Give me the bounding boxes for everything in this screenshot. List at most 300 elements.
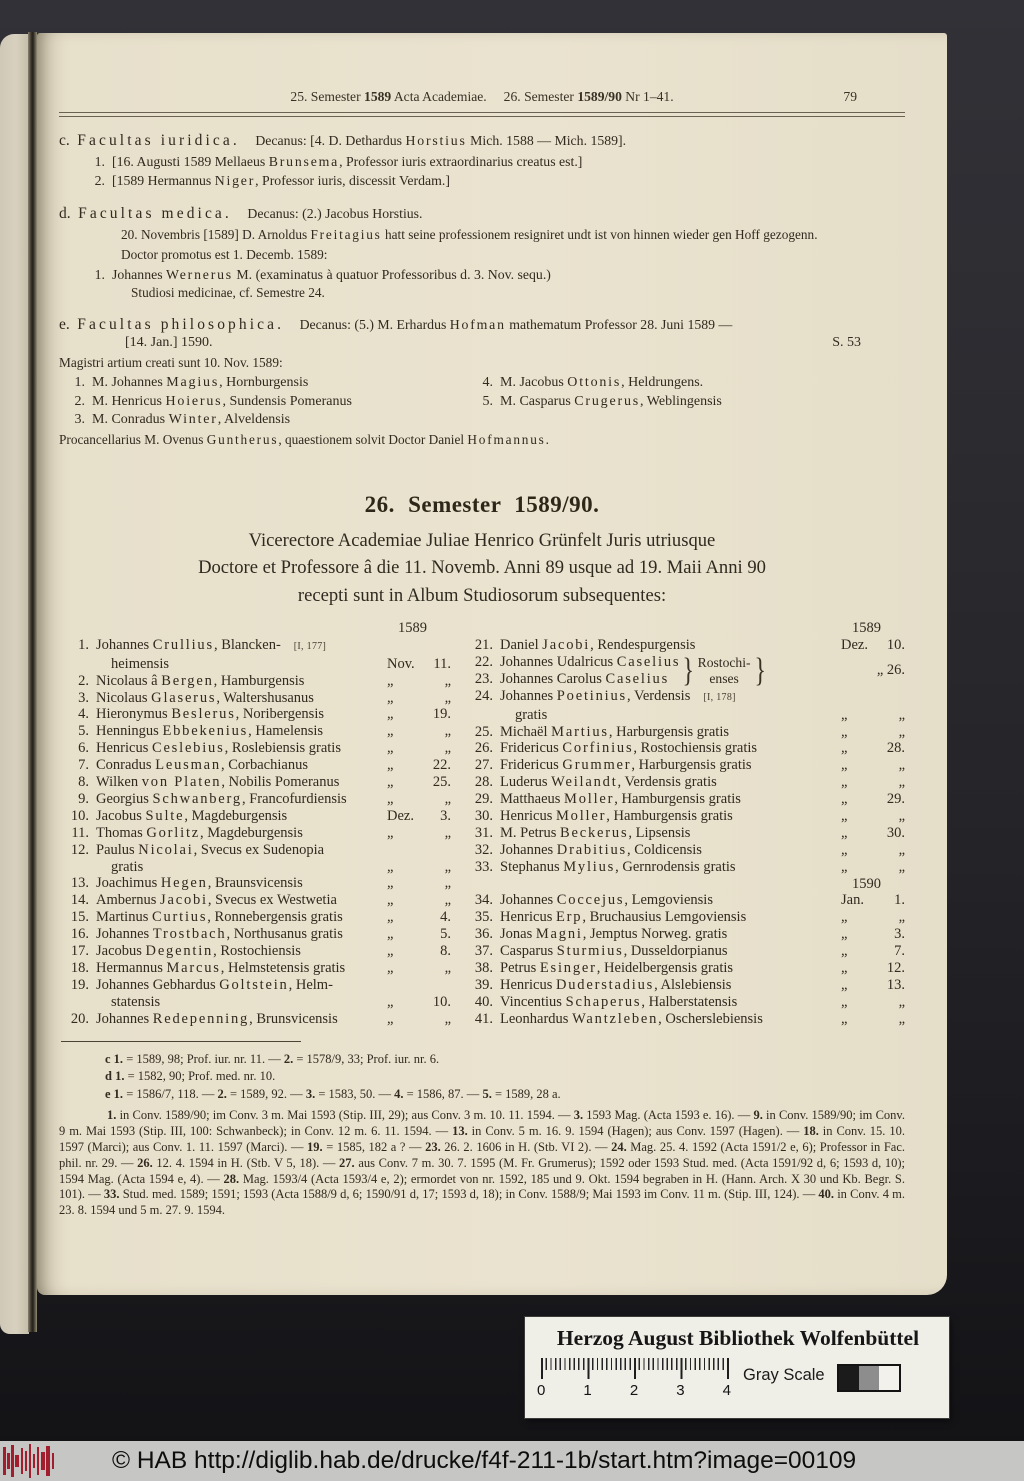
row-number: 40. bbox=[474, 993, 493, 1010]
row-name: gratis bbox=[515, 706, 548, 723]
name-surname: Hegen bbox=[160, 875, 208, 892]
roster-row bbox=[59, 411, 467, 430]
row-number: 15. bbox=[70, 909, 89, 926]
row-number: 26. bbox=[474, 740, 493, 757]
name-surname: Ebbekenius bbox=[162, 723, 249, 740]
roster-row bbox=[463, 740, 905, 757]
name-part: M. Jacobus bbox=[500, 375, 568, 390]
row-number: 5. bbox=[78, 723, 89, 740]
row-name bbox=[96, 774, 385, 791]
text-segment: 1593 Mag. (Acta 1593 e. 16). — bbox=[583, 1108, 754, 1123]
roster-row bbox=[59, 690, 451, 707]
year-label: 1590 bbox=[852, 875, 881, 892]
row-date-day: „ bbox=[898, 841, 905, 858]
roster-row bbox=[463, 943, 905, 960]
name-part: Leonhardus bbox=[500, 1010, 573, 1027]
name-surname: Ottonis bbox=[567, 375, 622, 390]
name-part: Johannes bbox=[500, 687, 557, 704]
section-label: d. bbox=[59, 205, 71, 222]
name-part: , Nobilis Pomeranus bbox=[221, 774, 340, 791]
text-segment: 23. bbox=[425, 1140, 441, 1154]
ruler-number: 0 bbox=[537, 1382, 546, 1399]
name-part: Fridericus bbox=[500, 740, 563, 757]
text-segment: Decanus: (5.) M. Erhardus bbox=[299, 317, 450, 332]
name-part: Jacobus bbox=[96, 943, 146, 960]
row-number: 24. bbox=[474, 687, 493, 704]
section-items bbox=[59, 266, 905, 285]
text-segment: 19. bbox=[307, 1140, 323, 1154]
name-part: Luderus bbox=[500, 774, 552, 791]
row-name bbox=[500, 926, 839, 943]
roster-right-column bbox=[463, 620, 905, 1027]
section-title: Facultas iuridica. bbox=[77, 132, 240, 149]
row-name bbox=[500, 994, 839, 1011]
row-name bbox=[92, 374, 467, 393]
roster-row bbox=[59, 791, 451, 808]
name-surname: Martius bbox=[551, 723, 609, 740]
row-date-day: 4. bbox=[440, 909, 451, 926]
name-part: , Rendespurgensis bbox=[590, 636, 696, 653]
name-part: Henningus bbox=[96, 723, 163, 740]
registration-stripe bbox=[46, 1446, 50, 1476]
row-date-day: 25. bbox=[432, 774, 451, 791]
text-segment: 40. bbox=[818, 1187, 835, 1202]
section-note bbox=[59, 227, 905, 244]
name-surname: Nicolai bbox=[138, 841, 194, 858]
row-number: 1. bbox=[94, 154, 105, 169]
ruler-numbers bbox=[537, 1382, 731, 1399]
name-surname: Winter bbox=[168, 412, 218, 428]
brace-label: Rostochi- bbox=[697, 655, 751, 671]
row-number bbox=[463, 707, 500, 724]
row-date-day: 11. bbox=[433, 655, 451, 672]
row-date-day: 8. bbox=[440, 943, 451, 960]
name-surname: Beckerus bbox=[560, 824, 629, 841]
row-date-day: „ bbox=[444, 740, 451, 757]
row-number: 12. bbox=[70, 841, 89, 858]
text-segment: 27. bbox=[339, 1155, 355, 1170]
row-name bbox=[500, 374, 905, 393]
row-name bbox=[96, 740, 385, 757]
name-surname: Esinger bbox=[539, 959, 597, 976]
row-name bbox=[500, 757, 839, 774]
name-part: , Brunsvicensis bbox=[249, 1010, 338, 1027]
row-number: 2. bbox=[78, 672, 89, 689]
roster-row bbox=[59, 892, 451, 909]
name-part: , Hamburgensis gratis bbox=[614, 791, 741, 808]
row-name bbox=[500, 842, 839, 859]
name-surname: Bergen bbox=[161, 672, 214, 689]
name-part: Hermannus bbox=[96, 960, 167, 976]
row-date-day: 12. bbox=[886, 959, 905, 976]
section-heading bbox=[59, 316, 905, 334]
name-part: , Verdensis bbox=[626, 687, 691, 704]
intro-line: Doctore et Professore â die 11. Novemb. Anni 89 usque ad 19. Maii Anni 90 bbox=[198, 557, 766, 579]
row-name bbox=[500, 825, 839, 842]
row-name bbox=[96, 637, 385, 656]
section-decanus bbox=[300, 317, 733, 332]
name-part: M. Conradus bbox=[92, 412, 169, 428]
name-part: , Helm- bbox=[288, 976, 333, 993]
row-date-month: „ bbox=[387, 740, 394, 757]
text-segment: Mag. 25. 4. 1592 (Acta 1591/2 e, 6); Professor in Fac. phil. nr. 29. — bbox=[59, 1140, 905, 1170]
row-name bbox=[500, 960, 839, 977]
text-segment: 1589/90 bbox=[577, 89, 622, 104]
name-surname: Moller bbox=[564, 791, 615, 808]
name-surname: Gorlitz bbox=[146, 824, 201, 841]
semester-heading: 26. Semester 1589/90. bbox=[364, 491, 600, 517]
row-date-month: „ bbox=[387, 858, 394, 875]
row-date-month: „ bbox=[841, 1010, 848, 1027]
name-part: Jonas bbox=[500, 925, 536, 942]
row-date-month bbox=[385, 842, 421, 859]
text-segment: Hofman bbox=[449, 317, 506, 332]
name-part: , Blancken- bbox=[213, 636, 281, 653]
text-segment: Guntherus bbox=[206, 431, 279, 447]
row-date-month: „ bbox=[841, 909, 848, 926]
row-date-month: „ bbox=[387, 993, 394, 1010]
text-segment: 2. bbox=[217, 1086, 227, 1101]
section-facultas-iuridica bbox=[59, 132, 905, 190]
section-heading bbox=[59, 205, 905, 223]
footnote-line-d bbox=[59, 1068, 905, 1086]
roster-row bbox=[59, 723, 451, 740]
brace-glyph: } bbox=[682, 651, 695, 689]
roster-row bbox=[463, 825, 905, 842]
row-number: 10. bbox=[70, 807, 89, 824]
source-url-text: © HAB http://diglib.hab.de/drucke/f4f-211-1b/start.htm?image=00109 bbox=[112, 1447, 857, 1474]
roster-row bbox=[59, 943, 451, 960]
name-part: Stephanus bbox=[500, 858, 564, 875]
section-title: Facultas philosophica. bbox=[77, 316, 285, 333]
text-segment: 26. bbox=[137, 1155, 153, 1170]
text-segment: Decanus: (2.) Jacobus Horstius. bbox=[247, 206, 423, 221]
row-number: 23. bbox=[474, 670, 493, 687]
row-date-day bbox=[421, 977, 451, 994]
name-surname: Weilandt bbox=[551, 774, 618, 791]
name-surname: Beslerus bbox=[171, 706, 236, 723]
roster-row bbox=[463, 724, 905, 741]
name-part: , Jemptus Norweg. gratis bbox=[582, 925, 728, 942]
roster-row bbox=[59, 977, 451, 994]
name-part: Wilken bbox=[96, 774, 142, 791]
row-date-day: „ bbox=[898, 858, 905, 875]
name-part: Daniel bbox=[500, 636, 543, 653]
text-segment: 2. bbox=[283, 1051, 294, 1066]
name-part: , Francofurdiensis bbox=[241, 790, 347, 807]
text-segment: mathematum Professor 28. Juni 1589 — bbox=[505, 317, 733, 332]
row-date-month: Dez. bbox=[387, 807, 414, 824]
row-date-day: 3. bbox=[440, 807, 451, 824]
row-number: 1. bbox=[94, 266, 105, 282]
text-segment: = 1586, 87. — bbox=[403, 1086, 483, 1101]
name-surname: Crullius bbox=[152, 636, 214, 653]
name-part: , Ronnebergensis gratis bbox=[207, 909, 343, 926]
text-segment: Hofmannus bbox=[467, 431, 546, 447]
name-part: , Alslebiensis bbox=[654, 976, 732, 993]
text-segment: Mich. 1588 — Mich. 1589]. bbox=[466, 133, 627, 148]
row-name bbox=[500, 791, 839, 808]
row-date-month: „ bbox=[841, 824, 848, 841]
row-date-month bbox=[839, 688, 875, 707]
row-date-month: „ bbox=[387, 875, 394, 892]
text-segment: 1589 bbox=[364, 89, 392, 104]
name-part: Hieronymus bbox=[96, 706, 172, 723]
roster-row bbox=[463, 960, 905, 977]
name-part: Conradus bbox=[96, 757, 156, 774]
name-surname: Sulte bbox=[145, 807, 185, 824]
roster-row bbox=[463, 842, 905, 859]
row-date-month: „ bbox=[841, 757, 848, 774]
row-date-month: „ bbox=[841, 942, 848, 959]
roster-row bbox=[463, 707, 905, 724]
name-part: Georgius bbox=[96, 790, 153, 807]
name-part: Henricus bbox=[500, 808, 556, 825]
row-date-month: „ bbox=[387, 926, 394, 943]
registration-stripe bbox=[29, 1444, 32, 1478]
row-number: 20. bbox=[70, 1010, 89, 1027]
name-part: Ambernus bbox=[96, 892, 161, 909]
row-date-day: „ bbox=[444, 858, 451, 875]
name-surname: Crugerus bbox=[574, 393, 641, 409]
name-surname: Sturmius bbox=[556, 942, 624, 959]
text-segment: 26. 2. 1606 in H. (Stb. VI 2). — bbox=[440, 1140, 612, 1154]
roster-row bbox=[463, 859, 905, 876]
row-name bbox=[112, 266, 905, 285]
roster-row bbox=[59, 153, 905, 172]
text-segment: [16. Augusti 1589 Mellaeus bbox=[112, 154, 269, 169]
roster-row bbox=[463, 926, 905, 943]
text-segment: in Conv. 1589/90; im Conv. 9 m. Mai 1593 (Stip. III, 100: Schwanbeck); in Conv. 12 m. 6. 11. 1594. — bbox=[59, 1108, 905, 1139]
row-date-month: „ bbox=[387, 960, 394, 976]
row-number bbox=[59, 656, 96, 673]
folio-reference: [I, 178] bbox=[703, 691, 736, 703]
name-surname: Corfinius bbox=[562, 740, 634, 757]
name-part: , Hamburgensis bbox=[213, 672, 305, 689]
row-number: 31. bbox=[474, 824, 493, 841]
roster-row bbox=[59, 1011, 451, 1028]
magistri-list bbox=[59, 374, 905, 430]
section-heading bbox=[59, 132, 905, 150]
name-part: Martinus bbox=[96, 909, 152, 926]
folio-reference: [I, 177] bbox=[293, 640, 327, 652]
row-date-day: „ bbox=[898, 774, 905, 791]
text-segment: Mag. 1593/4 (Acta 1593/4 e, 2); ermordet von nr. 1592, 185 und 9. Okt. 1594 begraben in H. (Hann. Arch. X 30 und Kb. Begr. S. 101). — bbox=[59, 1171, 905, 1202]
row-number: 18. bbox=[70, 960, 89, 976]
roster-row bbox=[59, 960, 451, 977]
name-part: Jacobus bbox=[96, 807, 146, 824]
row-number: 41. bbox=[474, 1010, 493, 1027]
row-number: 5. bbox=[482, 393, 493, 409]
roster-row bbox=[59, 656, 451, 673]
text-segment: = 1589, 28 a. bbox=[491, 1086, 561, 1101]
row-name bbox=[96, 825, 385, 842]
row-number: 4. bbox=[482, 375, 493, 390]
name-surname: Hoierus bbox=[165, 393, 223, 409]
name-part: Matthaeus bbox=[500, 791, 565, 808]
text-segment: Wernerus bbox=[166, 266, 233, 282]
name-part: Johannes Udalricus bbox=[500, 653, 617, 670]
row-date-day: 1. bbox=[894, 892, 905, 909]
row-date-month: „ bbox=[841, 993, 848, 1010]
section-label: e. bbox=[59, 316, 70, 333]
name-part: , Hornburgensis bbox=[219, 375, 309, 390]
row-name bbox=[112, 172, 905, 191]
row-name: gratis bbox=[111, 858, 144, 875]
row-number: 17. bbox=[70, 943, 89, 960]
roster-row bbox=[463, 808, 905, 825]
row-number: 36. bbox=[474, 925, 493, 942]
section-items bbox=[59, 153, 905, 190]
running-header bbox=[59, 89, 905, 105]
name-surname: Marcus bbox=[166, 960, 221, 976]
name-part: , Lipsensis bbox=[628, 824, 691, 841]
name-surname: Magius bbox=[166, 375, 220, 390]
section-label: c. bbox=[59, 132, 70, 149]
text-segment: 3. bbox=[305, 1086, 316, 1101]
row-number: 2. bbox=[74, 393, 85, 409]
text-segment: , Professor iuris extraordinarius creatus est.] bbox=[339, 154, 583, 169]
name-part: , Bruchausius Lemgoviensis bbox=[582, 909, 747, 926]
row-date-day: „ bbox=[898, 1010, 905, 1027]
roster-row bbox=[59, 825, 451, 842]
row-date-day: „ bbox=[444, 723, 451, 740]
row-date-month: „ bbox=[387, 757, 394, 774]
row-date-day: 5. bbox=[440, 926, 451, 943]
text-segment: hatt seine professionem resigniret undt ist von hinnen wieder gen Hoff gezogenn. bbox=[381, 227, 818, 242]
row-name bbox=[96, 791, 385, 808]
text-segment: e 1. bbox=[105, 1086, 124, 1101]
row-name bbox=[500, 943, 839, 960]
section-decanus bbox=[247, 206, 422, 221]
name-surname: Jacobi bbox=[160, 892, 208, 909]
magistri-heading: Magistri artium creati sunt 10. Nov. 1589: bbox=[59, 355, 283, 370]
text-segment: 24. bbox=[611, 1140, 627, 1154]
name-part: Johannes bbox=[500, 892, 557, 909]
row-number: 1. bbox=[78, 636, 89, 653]
row-date-month: „ bbox=[841, 959, 848, 976]
registration-stripe bbox=[37, 1447, 40, 1475]
year-label: 1589 bbox=[852, 620, 881, 637]
roster-row bbox=[463, 774, 905, 791]
name-surname: Wantzleben bbox=[572, 1010, 659, 1027]
roster-row bbox=[59, 842, 451, 859]
name-surname: Curtius bbox=[151, 909, 208, 926]
text-segment: Niger bbox=[214, 172, 256, 188]
row-date-month: „ bbox=[387, 824, 394, 841]
text-segment: = 1582, 90; Prof. med. nr. 10. bbox=[124, 1069, 276, 1084]
row-date-month: „ bbox=[841, 723, 848, 740]
row-date-day: 29. bbox=[886, 791, 905, 808]
roster-row bbox=[59, 909, 451, 926]
name-part: , Harburgensis gratis bbox=[608, 723, 730, 740]
section-title: Facultas medica. bbox=[78, 205, 232, 222]
name-part: , Lemgoviensis bbox=[624, 892, 713, 909]
row-name: statensis bbox=[111, 993, 161, 1010]
name-surname: Jacobi bbox=[542, 636, 591, 653]
name-part: , Waltershusanus bbox=[216, 689, 314, 706]
row-date-day: „ bbox=[444, 790, 451, 807]
text-segment: 25. Semester bbox=[290, 89, 365, 104]
row-number: 25. bbox=[474, 723, 493, 740]
text-segment: Procancellarius M. Ovenus bbox=[59, 431, 207, 447]
procancellarius-line bbox=[59, 432, 905, 448]
magistri-right-column bbox=[467, 374, 905, 430]
row-date-day: „ bbox=[444, 960, 451, 976]
name-part: , Coldicensis bbox=[626, 841, 702, 858]
text-segment: Acta Academiae. 26. Semester bbox=[391, 89, 578, 104]
row-name bbox=[500, 859, 839, 876]
row-date-month bbox=[385, 637, 421, 656]
ruler-minor-ticks bbox=[541, 1358, 727, 1370]
row-date-day: 19. bbox=[432, 706, 451, 723]
name-part: , Halberstatensis bbox=[641, 993, 738, 1010]
row-name bbox=[500, 892, 839, 909]
registration-stripe bbox=[33, 1454, 36, 1468]
registration-stripe bbox=[25, 1451, 28, 1471]
brace-glyph: } bbox=[753, 651, 766, 689]
text-segment: 13. bbox=[452, 1124, 468, 1139]
name-part: , Svecus ex Sudenopia bbox=[193, 841, 325, 858]
roster-row bbox=[463, 977, 905, 994]
cm-ruler bbox=[537, 1358, 731, 1400]
name-surname: Schaperus bbox=[565, 993, 642, 1010]
row-name bbox=[92, 393, 467, 412]
text-segment: in Conv. 5 m. 16. 9. 1594 (Hagen); aus Conv. 1597 (Hagen). — bbox=[467, 1124, 804, 1139]
row-number: 3. bbox=[74, 412, 85, 428]
section-facultas-medica bbox=[59, 205, 905, 301]
text-segment: = 1585, 182 a ? — bbox=[322, 1140, 426, 1154]
name-surname: Erp bbox=[555, 909, 583, 926]
row-date-month: „ bbox=[387, 909, 394, 926]
row-name bbox=[500, 808, 839, 825]
roster-row bbox=[59, 926, 451, 943]
name-surname: Goltstein bbox=[219, 976, 289, 993]
name-surname: Ceslebius bbox=[151, 740, 225, 757]
row-number: 19. bbox=[70, 976, 89, 993]
roster-row bbox=[463, 791, 905, 808]
row-date-day: 3. bbox=[894, 925, 905, 942]
student-roster bbox=[59, 620, 905, 1027]
text-segment: c 1. bbox=[105, 1051, 124, 1066]
row-number: 16. bbox=[70, 926, 89, 943]
row-date-day: 10. bbox=[432, 993, 451, 1010]
name-surname: Leusman bbox=[155, 757, 221, 774]
name-part: , Gernrodensis gratis bbox=[615, 858, 736, 875]
roster-row bbox=[463, 671, 680, 688]
name-part: , Oscherslebiensis bbox=[658, 1010, 763, 1027]
row-number: 13. bbox=[70, 875, 89, 892]
row-name bbox=[500, 654, 680, 671]
name-part: , Weblingensis bbox=[640, 393, 722, 409]
row-name bbox=[96, 1011, 385, 1028]
row-date-day: „ bbox=[444, 1010, 451, 1027]
name-part: , Magdeburgensis bbox=[184, 807, 288, 824]
name-part: Johannes bbox=[96, 1010, 153, 1027]
semester-intro bbox=[59, 527, 905, 610]
row-number bbox=[59, 859, 96, 876]
row-number: 32. bbox=[474, 841, 493, 858]
name-part: M. Casparus bbox=[500, 393, 575, 409]
row-date-month: „ bbox=[841, 740, 848, 757]
name-surname: Grummer bbox=[562, 757, 632, 774]
name-part: Fridericus bbox=[500, 757, 563, 774]
text-segment: 5. bbox=[482, 1086, 492, 1101]
stamp-scale-row bbox=[537, 1358, 935, 1400]
name-part: Casparus bbox=[500, 942, 557, 959]
row-name bbox=[96, 977, 385, 994]
row-date-day: „ bbox=[444, 875, 451, 892]
